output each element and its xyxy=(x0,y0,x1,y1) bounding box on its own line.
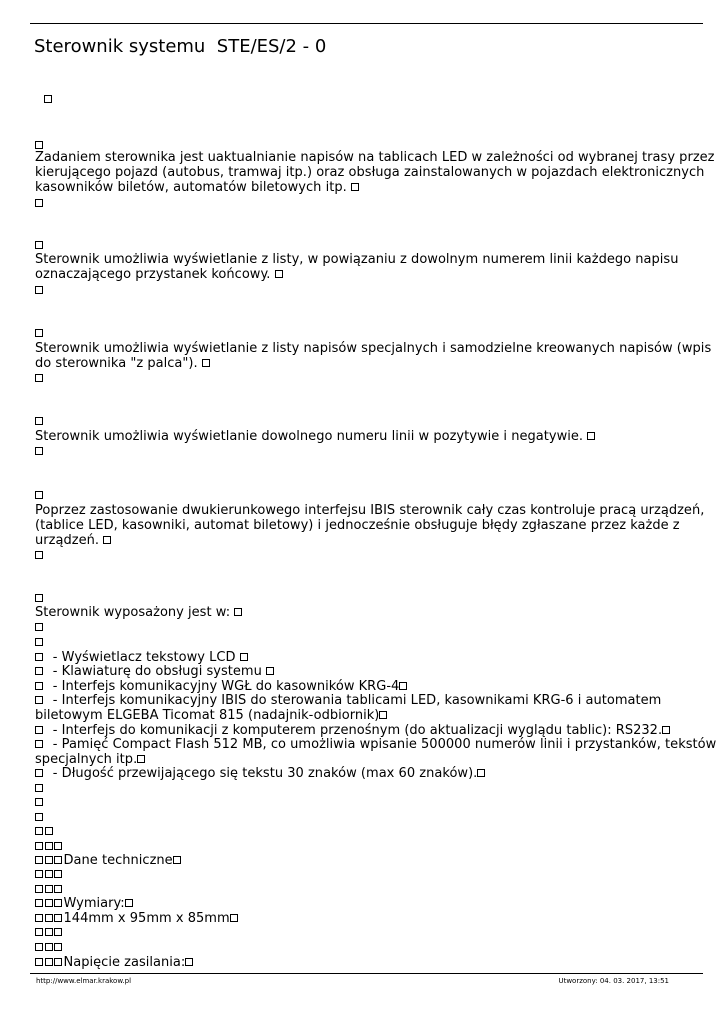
placeholder-box-icon xyxy=(662,726,670,734)
placeholder-box-icon xyxy=(45,885,53,893)
placeholder-box-icon xyxy=(45,856,53,864)
text-line xyxy=(35,429,597,444)
line-text: oznaczającego przystanek końcowy. xyxy=(35,267,275,282)
text-line xyxy=(35,911,239,926)
text-line xyxy=(35,533,113,548)
placeholder-box-icon xyxy=(125,899,133,907)
placeholder-box-icon xyxy=(45,842,53,850)
line-text: - Interfejs komunikacyjny IBIS do sterowania tablicami LED, kasownikami KRG-6 i automatem xyxy=(44,693,662,708)
text-line xyxy=(35,925,64,940)
placeholder-box-icon xyxy=(266,667,274,675)
text-line xyxy=(35,444,45,459)
text-line xyxy=(35,955,195,970)
text-line xyxy=(35,839,64,854)
placeholder-box-icon xyxy=(35,594,43,602)
line-text: Napięcie zasilania: xyxy=(63,955,186,970)
line-text: kierującego pojazd (autobus, tramwaj itp.) oraz obsługa zainstalowanych w pojazdach elektronicznych xyxy=(35,165,705,180)
text-line xyxy=(35,356,211,371)
placeholder-box-icon xyxy=(35,696,43,704)
placeholder-box-icon xyxy=(35,682,43,690)
line-text: - Interfejs do komunikacji z komputerem przenośnym (do aktualizacji wyglądu tablic): RS232. xyxy=(44,723,663,738)
placeholder-box-icon xyxy=(35,199,43,207)
placeholder-box-icon xyxy=(54,914,62,922)
placeholder-box-icon xyxy=(35,329,43,337)
text-line xyxy=(35,341,711,356)
line-text: Sterownik umożliwia wyświetlanie z listy, w powiązaniu z dowolnym numerem linii każdego napisu xyxy=(35,252,679,267)
text-line xyxy=(35,708,389,723)
text-line xyxy=(35,679,409,694)
line-text: - Interfejs komunikacyjny WGŁ do kasowników KRG-4 xyxy=(44,679,400,694)
placeholder-box-icon xyxy=(54,856,62,864)
text-line xyxy=(35,867,64,882)
text-line xyxy=(35,737,716,752)
placeholder-box-icon xyxy=(35,740,43,748)
text-line xyxy=(35,752,147,767)
text-line xyxy=(35,414,45,429)
line-text: biletowym ELGEBA Ticomat 815 (nadajnik-odbiornik) xyxy=(35,708,380,723)
line-text: - Wyświetlacz tekstowy LCD xyxy=(44,650,240,665)
placeholder-box-icon xyxy=(275,270,283,278)
footer-rule xyxy=(30,973,703,974)
placeholder-box-icon xyxy=(35,899,43,907)
line-text: 144mm x 95mm x 85mm xyxy=(63,911,230,926)
placeholder-box-icon xyxy=(399,682,407,690)
line-text: - Klawiaturę do obsługi systemu xyxy=(44,664,267,679)
text-line xyxy=(35,150,715,165)
placeholder-box-icon xyxy=(202,359,210,367)
line-text: specjalnych itp. xyxy=(35,752,138,767)
placeholder-box-icon xyxy=(54,842,62,850)
placeholder-box-icon xyxy=(54,928,62,936)
line-text: kasowników biletów, automatów biletowych itp. xyxy=(35,180,351,195)
placeholder-box-icon xyxy=(35,491,43,499)
text-line xyxy=(35,180,360,195)
line-text: Zadaniem sterownika jest uaktualnianie napisów na tablicach LED w zależności od wybranej trasy przez xyxy=(35,150,715,165)
placeholder-box-icon xyxy=(173,856,181,864)
line-text: Sterownik umożliwia wyświetlanie dowolnego numeru linii w pozytywie i negatywie. xyxy=(35,429,588,444)
placeholder-box-icon xyxy=(35,784,43,792)
placeholder-box-icon xyxy=(230,914,238,922)
placeholder-box-icon xyxy=(103,536,111,544)
line-text: Sterownik umożliwia wyświetlanie z listy napisów specjalnych i samodzielne kreowanych napisów (wpis xyxy=(35,341,712,356)
text-line xyxy=(35,781,45,796)
top-rule xyxy=(30,23,703,24)
line-text: - Pamięć Compact Flash 512 MB, co umożliwia wpisanie 500000 numerów linii i przystanków, tekstów xyxy=(44,737,717,752)
placeholder-box-icon xyxy=(240,653,248,661)
line-text: Dane techniczne xyxy=(63,853,173,868)
placeholder-box-icon xyxy=(35,286,43,294)
text-line xyxy=(35,766,487,781)
text-line xyxy=(35,165,704,180)
placeholder-box-icon xyxy=(35,842,43,850)
placeholder-box-icon xyxy=(35,374,43,382)
text-line xyxy=(35,650,249,665)
placeholder-box-icon xyxy=(234,608,242,616)
placeholder-box-icon xyxy=(35,885,43,893)
placeholder-box-icon xyxy=(35,870,43,878)
placeholder-box-icon xyxy=(54,943,62,951)
placeholder-box-icon xyxy=(45,827,53,835)
placeholder-box-icon xyxy=(35,141,43,149)
placeholder-box-icon xyxy=(35,856,43,864)
text-line xyxy=(35,518,680,533)
placeholder-box-icon xyxy=(35,726,43,734)
placeholder-box-icon xyxy=(35,447,43,455)
line-text: do sterownika "z palca"). xyxy=(35,356,202,371)
text-line xyxy=(35,795,45,810)
footer-created: Utworzony: 04. 03. 2017, 13:51 xyxy=(558,977,669,985)
text-line xyxy=(35,591,45,606)
placeholder-box-icon xyxy=(35,928,43,936)
placeholder-box-icon xyxy=(35,653,43,661)
text-line xyxy=(35,853,182,868)
placeholder-box-icon xyxy=(35,417,43,425)
text-line xyxy=(35,605,244,620)
placeholder-box-icon xyxy=(35,958,43,966)
placeholder-box-icon xyxy=(35,827,43,835)
placeholder-box-icon xyxy=(35,943,43,951)
line-text: (tablice LED, kasowniki, automat biletowy) i jednocześnie obsługuje błędy zgłaszane przez każde z xyxy=(35,518,680,533)
placeholder-box-icon xyxy=(54,885,62,893)
line-text: urządzeń. xyxy=(35,533,104,548)
placeholder-box-icon xyxy=(45,943,53,951)
text-line xyxy=(35,252,679,267)
text-line xyxy=(35,824,54,839)
placeholder-box-icon xyxy=(351,183,359,191)
line-text: - Długość przewijającego się tekstu 30 znaków (max 60 znaków). xyxy=(44,766,478,781)
text-line xyxy=(35,196,45,211)
text-line xyxy=(35,488,45,503)
text-line xyxy=(35,664,276,679)
text-line xyxy=(35,882,64,897)
placeholder-box-icon xyxy=(35,638,43,646)
placeholder-box-icon xyxy=(45,914,53,922)
text-line xyxy=(35,503,704,518)
placeholder-box-icon xyxy=(35,798,43,806)
line-text: Wymiary: xyxy=(63,896,125,911)
placeholder-box-icon xyxy=(185,958,193,966)
placeholder-box-icon xyxy=(54,958,62,966)
placeholder-box-icon xyxy=(379,711,387,719)
placeholder-box-icon xyxy=(137,755,145,763)
placeholder-box-icon xyxy=(45,870,53,878)
line-text: Sterownik wyposażony jest w: xyxy=(35,605,235,620)
text-line xyxy=(35,723,672,738)
text-line xyxy=(35,620,45,635)
placeholder-box-icon xyxy=(35,241,43,249)
text-line xyxy=(35,326,45,341)
line-text: Poprzez zastosowanie dwukierunkowego interfejsu IBIS sterownik cały czas kontroluje pracą urządzeń, xyxy=(35,503,705,518)
text-line xyxy=(35,267,284,282)
text-line xyxy=(35,283,45,298)
text-line xyxy=(35,810,45,825)
text-line xyxy=(44,92,54,107)
placeholder-box-icon xyxy=(35,914,43,922)
placeholder-box-icon xyxy=(54,899,62,907)
placeholder-box-icon xyxy=(477,769,485,777)
placeholder-box-icon xyxy=(45,958,53,966)
text-line xyxy=(35,693,661,708)
text-line xyxy=(35,940,64,955)
placeholder-box-icon xyxy=(35,623,43,631)
placeholder-box-icon xyxy=(45,928,53,936)
placeholder-box-icon xyxy=(35,813,43,821)
text-line xyxy=(35,238,45,253)
text-line xyxy=(35,548,45,563)
placeholder-box-icon xyxy=(54,870,62,878)
placeholder-box-icon xyxy=(35,769,43,777)
placeholder-box-icon xyxy=(35,667,43,675)
placeholder-box-icon xyxy=(45,899,53,907)
placeholder-box-icon xyxy=(35,551,43,559)
placeholder-box-icon xyxy=(44,95,52,103)
page-title: Sterownik systemu STE/ES/2 - 0 xyxy=(34,36,327,57)
placeholder-box-icon xyxy=(587,432,595,440)
text-line xyxy=(35,371,45,386)
text-line xyxy=(35,896,134,911)
text-line xyxy=(35,635,45,650)
footer-url: http://www.elmar.krakow.pl xyxy=(36,977,132,985)
